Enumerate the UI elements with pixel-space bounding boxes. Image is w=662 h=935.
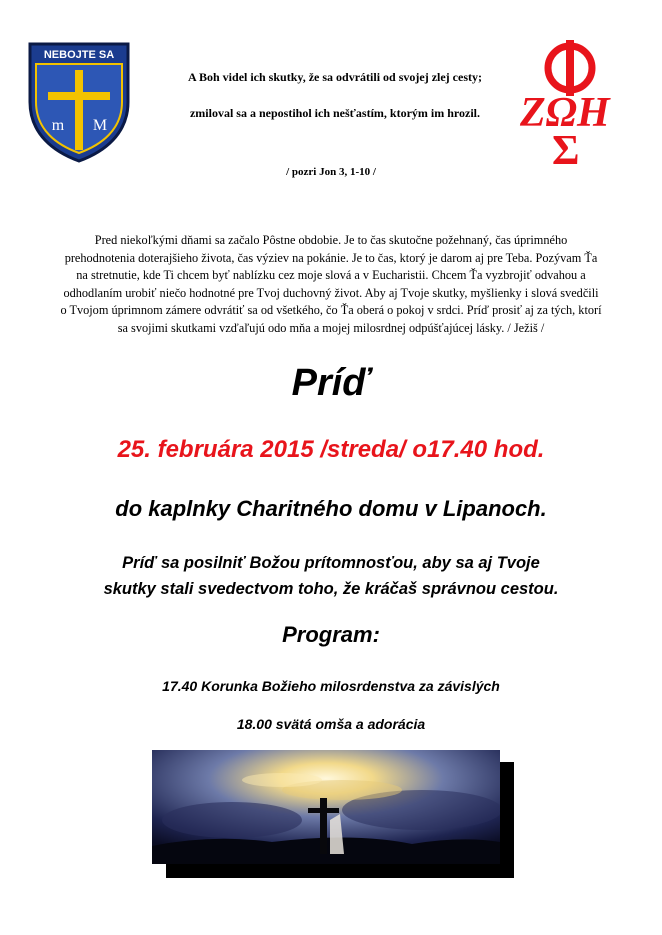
shield-letter-small: m <box>51 117 65 134</box>
shield-logo-text: NEBOJTE SA <box>43 49 115 61</box>
event-place: do kaplnky Charitného domu v Lipanoch. <box>115 496 547 521</box>
body-paragraph: Pred niekoľkými dňami sa začalo Pôstne obdobie. Je to čas skutočne požehnaný, čas úprimného prehodnotenia doterajšieho života, čas výziev na pokánie. Je to čas, ktorý je darom aj pre Teba. Pozývam Ťa na stretnutie, kde Ti chcem byť nablízku cez moje slová a v Eucharistii. Chcem Ťa vyzbrojiť odvahou a odhodlaním urobiť niečo hodnotné pre Tvoj duchovný život. Aby aj Tvoje skutky, myšlienky i slová svedčili o Tvojom úprimnom zámere odvrátiť sa od všetkého, čo Ťa oberá o pokoj v srdci. Príď prosiť aj za tých, ktorí sa svojimi skutkami vzďaľujú odo mňa a mojej milosrdnej odpúšťajúcej lásky. / Ježiš / <box>60 233 602 335</box>
program-item: 18.00 svätá omša a adorácia <box>236 716 426 732</box>
greek-monogram-icon <box>518 38 628 166</box>
quote-line-1: A Boh videl ich skutky, že sa odvrátili od svojej zlej cesty; <box>188 70 482 84</box>
svg-text:ZΩH: ZΩH <box>520 90 610 136</box>
shield-letter-large: M <box>92 117 108 134</box>
program-item: 17.40 Korunka Božieho milosrdenstva za závislých <box>162 678 500 694</box>
page-title: Príď <box>291 362 371 404</box>
invitation-line-1: Príď sa posilniť Božou prítomnosťou, aby sa aj Tvoje <box>122 554 540 572</box>
program-title: Program: <box>282 622 380 647</box>
invitation-line-2: skutky stali svedectvom toho, že kráčaš správnou cestou. <box>103 580 559 598</box>
shield-logo-icon <box>26 40 132 164</box>
invitation-text <box>0 550 662 602</box>
quote-line-2: zmiloval sa a nepostihol ich nešťastím, ktorým im hrozil. <box>189 106 481 120</box>
cross-sky-image <box>152 750 500 864</box>
event-date: 25. februára 2015 /streda/ o17.40 hod. <box>117 436 545 463</box>
svg-text:Σ: Σ <box>552 128 580 166</box>
quote-reference: / pozri Jon 3, 1-10 / <box>286 166 376 178</box>
